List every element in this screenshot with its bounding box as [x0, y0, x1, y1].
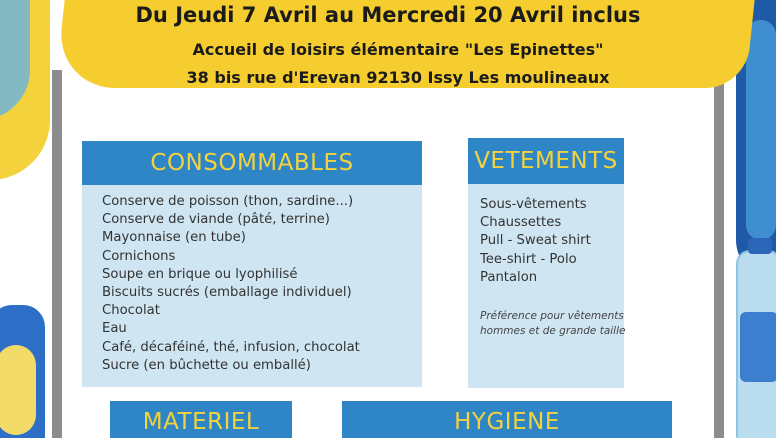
list-item: Pull - Sweat shirt [480, 233, 591, 249]
easel-leg-right [714, 70, 724, 438]
header [0, 0, 776, 92]
list-item: Cornichons [102, 248, 176, 264]
list-item: Chocolat [102, 303, 160, 319]
materiel-title: MATERIEL [110, 401, 292, 438]
list-item: Eau [102, 321, 127, 337]
water-bottle-icon [736, 250, 776, 438]
venue-address: 38 bis rue d'Erevan 92130 Issy Les moulineaux [186, 68, 610, 87]
consommables-list [82, 185, 422, 387]
list-item: Soupe en brique ou lyophilisé [102, 266, 298, 282]
soap-bottle-icon [0, 305, 45, 438]
vetements-note-line2: hommes et de grande taille [480, 325, 626, 338]
venue-name: Accueil de loisirs élémentaire "Les Epinettes" [192, 40, 604, 59]
list-item: Mayonnaise (en tube) [102, 230, 246, 246]
list-item: Sucre (en bûchette ou emballé) [102, 357, 311, 373]
list-item: Conserve de poisson (thon, sardine...) [102, 194, 354, 209]
vetements-list [468, 184, 624, 388]
list-item: Conserve de viande (pâté, terrine) [102, 212, 330, 228]
vetements-note-line1: Préférence pour vêtements [480, 310, 624, 323]
consommables-title: CONSOMMABLES [82, 141, 422, 185]
easel-leg-left [52, 70, 62, 438]
list-item: Tee-shirt - Polo [480, 251, 577, 267]
list-item: Chaussettes [480, 215, 562, 231]
list-item: Sous-vêtements [480, 197, 587, 212]
list-item: Pantalon [480, 269, 538, 285]
list-item: Biscuits sucrés (emballage individuel) [102, 285, 352, 301]
date-range: Du Jeudi 7 Avril au Mercredi 20 Avril inclus [135, 3, 641, 27]
vetements-title: VETEMENTS [468, 138, 624, 184]
hygiene-title: HYGIENE [342, 401, 672, 438]
list-item: Café, décaféiné, thé, infusion, chocolat [102, 339, 360, 355]
